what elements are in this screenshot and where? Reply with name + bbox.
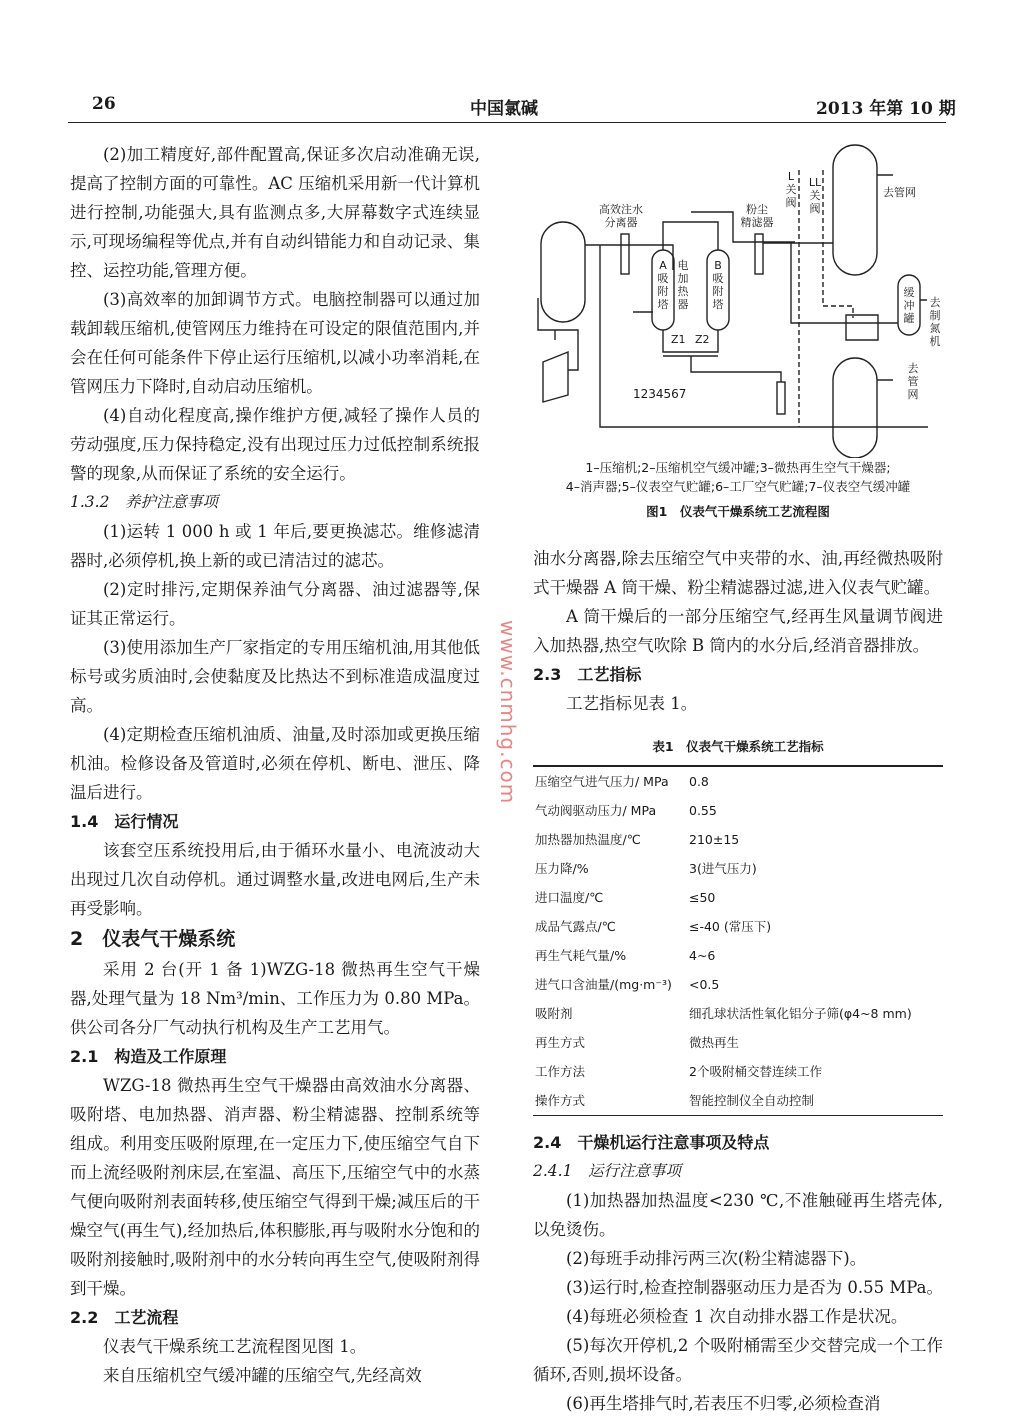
dust-filter	[755, 234, 763, 274]
param-name: 进气口含油量/(mg·m⁻³)	[535, 977, 672, 992]
section-heading: 2.4 干燥机运行注意事项及特点	[533, 1133, 770, 1152]
param-name: 加热器加热温度/℃	[535, 832, 641, 847]
paragraph: 来自压缩机空气缓冲罐的压缩空气,先经高效	[103, 1366, 422, 1385]
table-row	[533, 941, 943, 970]
paragraph: (4)定期检查压缩机油质、油量,及时添加或更换压缩机油。检修设备及管道时,必须在停机、断电、泄压、降温后进行。	[70, 725, 480, 802]
table-row	[533, 1057, 943, 1086]
param-value: 微热再生	[689, 1035, 740, 1050]
right-column	[533, 544, 943, 1418]
table-row	[533, 825, 943, 854]
param-value: 210±15	[689, 832, 740, 847]
param-value: <0.5	[689, 977, 720, 992]
param-name: 进口温度/℃	[535, 890, 604, 905]
param-value: 0.55	[689, 803, 717, 818]
section-heading: 1.3.2 养护注意事项	[70, 493, 218, 511]
compressor-buffer-tank	[541, 222, 585, 322]
paragraph: 采用 2 台(开 1 备 1)WZG-18 微热再生空气干燥器,处理气量为 18 Nm³/min、工作压力为 0.80 MPa。供公司各分厂气动执行机构及生产工艺用气。	[70, 960, 480, 1037]
param-name: 压力降/%	[535, 861, 589, 876]
paragraph: WZG-18 微热再生空气干燥器由高效油水分离器、吸附塔、电加热器、消声器、粉尘精滤器、控制系统等组成。利用变压吸附原理,在一定压力下,使压缩空气自下而上流经吸附剂床层,在室温、高压下,压缩空气中的水蒸气便向吸附剂表面转移,使压缩空气得到干燥;减压后的干燥空气(再生气),经加热后,体积膨胀,再与吸附水分饱和的吸附剂接触时,吸附剂中的水分转向再生空气,使吸附剂得到干燥。	[70, 1076, 480, 1298]
table-row	[533, 766, 943, 796]
table-row	[533, 970, 943, 999]
table-row	[533, 1086, 943, 1116]
paragraph: (2)加工精度好,部件配置高,保证多次启动准确无误,提高了控制方面的可靠性。AC 压缩机采用新一代计算机进行控制,功能强大,具有监测点多,大屏幕数字式连续显示,可现场编程等优点,并有自动纠错能力和自动记录、集控、运控功能,管理方便。	[70, 145, 480, 280]
paragraph: (6)再生塔排气时,若表压不归零,必须检查消	[566, 1394, 881, 1413]
instrument-air-tank	[833, 145, 877, 275]
header-rule	[68, 122, 946, 123]
label-tower-b: B 吸 附 塔	[712, 259, 724, 311]
figure-title: 图1 仪表气干燥系统工艺流程图	[646, 504, 830, 519]
paragraph: (3)高效率的加卸调节方式。电脑控制器可以通过加载卸载压缩机,使管网压力维持在可设定的限值范围内,并会在任何可能条件下停止运行压缩机,以减小功率消耗,在管网压力下降时,自动启动压缩机。	[70, 290, 480, 396]
table-row	[533, 912, 943, 941]
param-name: 吸附剂	[535, 1006, 573, 1021]
table-row	[533, 1028, 943, 1057]
table-row	[533, 999, 943, 1028]
label-z1: Z1	[671, 333, 686, 346]
table-row	[533, 796, 943, 825]
param-name: 气动阀驱动压力/ MPa	[535, 803, 657, 818]
param-name: 再生方式	[535, 1035, 586, 1050]
section-heading: 1.4 运行情况	[70, 812, 179, 831]
label-numbers: 1234567	[633, 387, 687, 401]
label-to-grid-2: 去 管 网	[907, 362, 919, 401]
table-row	[533, 854, 943, 883]
table-title: 表1 仪表气干燥系统工艺指标	[652, 739, 824, 754]
param-value: 0.8	[689, 774, 709, 789]
label-ll-valve: LL 关 阀	[808, 176, 822, 215]
param-name: 操作方式	[535, 1093, 586, 1108]
label-dust-filter: 粉尘 精滤器	[740, 203, 774, 229]
label-separator: 高效注水 分离器	[599, 203, 643, 229]
paragraph: (5)每次开停机,2 个吸附桶需至少交替完成一个工作循环,否则,损坏设备。	[533, 1336, 943, 1384]
paragraph: (4)自动化程度高,操作维护方便,减轻了操作人员的劳动强度,压力保持稳定,没有出现过压力过低控制系统报警的现象,从而保证了系统的安全运行。	[70, 406, 480, 483]
watermark: www.cnmhg.com	[496, 620, 520, 805]
figure-legend: 1–压缩机;2–压缩机空气缓冲罐;3–微热再生空气干燥器;	[585, 460, 891, 475]
section-heading: 2.3 工艺指标	[533, 665, 642, 684]
section-heading: 2 仪表气干燥系统	[70, 928, 236, 950]
paragraph: (4)每班必须检查 1 次自动排水器工作是状况。	[566, 1307, 908, 1326]
param-value: 2个吸附桶交替连续工作	[689, 1064, 822, 1079]
paragraph: (2)定时排污,定期保养油气分离器、油过滤器等,保证其正常运行。	[70, 580, 480, 628]
paragraph: (3)使用添加生产厂家指定的专用压缩机油,用其他低标号或劣质油时,会使黏度及比热达不到标准造成温度过高。	[70, 638, 480, 715]
param-name: 成品气露点/℃	[535, 919, 616, 934]
figure-1	[533, 140, 943, 520]
label-z2: Z2	[695, 333, 710, 346]
flow-diagram	[533, 140, 943, 458]
label-l-valve: L 关 阀	[785, 170, 797, 209]
factory-air-tank	[833, 358, 877, 458]
label-to-nitrogen: 去 制 氮 机	[929, 296, 941, 348]
section-heading: 2.4.1 运行注意事项	[533, 1162, 681, 1180]
compressor	[543, 352, 568, 402]
param-name: 工作方法	[535, 1064, 586, 1079]
oil-water-separator	[621, 234, 629, 274]
paragraph: 该套空压系统投用后,由于循环水量小、电流波动大出现过几次自动停机。通过调整水量,改进电网后,生产未再受影响。	[70, 841, 480, 918]
section-heading: 2.2 工艺流程	[70, 1308, 179, 1327]
paragraph: A 筒干燥后的一部分压缩空气,经再生风量调节阀进入加热器,热空气吹除 B 筒内的水分后,经消音器排放。	[533, 607, 943, 655]
journal-name: 中国氯碱	[470, 99, 538, 119]
muffler	[777, 382, 785, 414]
table-row	[533, 883, 943, 912]
param-value: ≤50	[689, 890, 716, 905]
paragraph: (2)每班手动排污两三次(粉尘精滤器下)。	[566, 1249, 867, 1268]
label-to-grid: 去管网	[883, 186, 916, 199]
label-buffer-tank: 缓 冲 罐	[903, 286, 915, 325]
param-value: 智能控制仪全自动控制	[689, 1093, 815, 1108]
paragraph: (1)加热器加热温度<230 ℃,不准触碰再生塔壳体,以免烫伤。	[533, 1191, 943, 1239]
label-tower-a: A 吸 附 塔	[657, 259, 669, 311]
param-value: ≤-40 (常压下)	[689, 919, 772, 934]
label-heater: 电 加 热 器	[677, 259, 689, 311]
spec-table	[533, 765, 943, 1116]
paragraph: (1)运转 1 000 h 或 1 年后,要更换滤芯。维修滤清器时,必须停机,换上新的或已清洁过的滤芯。	[70, 522, 480, 570]
left-column	[70, 140, 480, 1390]
paragraph: 工艺指标见表 1。	[566, 694, 698, 713]
param-name: 压缩空气进气压力/ MPa	[535, 774, 669, 789]
paragraph: 油水分离器,除去压缩空气中夹带的水、油,再经微热吸附式干燥器 A 筒干燥、粉尘精滤器过滤,进入仪表气贮罐。	[533, 549, 943, 597]
flow-diagram-frame	[533, 140, 943, 458]
page-number: 26	[92, 94, 116, 114]
param-name: 再生气耗气量/%	[535, 948, 627, 963]
paragraph: (3)运行时,检查控制器驱动压力是否为 0.55 MPa。	[566, 1278, 943, 1297]
figure-legend: 4–消声器;5–仪表空气贮罐;6–工厂空气贮罐;7–仪表空气缓冲罐	[565, 479, 911, 494]
param-value: 3(进气压力)	[689, 861, 757, 876]
issue-label: 2013 年第 10 期	[816, 99, 956, 119]
param-value: 细孔球状活性氧化铝分子筛(φ4~8 mm)	[689, 1006, 912, 1021]
section-heading: 2.1 构造及工作原理	[70, 1047, 227, 1066]
param-value: 4~6	[689, 948, 716, 963]
paragraph: 仪表气干燥系统工艺流程图见图 1。	[103, 1337, 367, 1356]
